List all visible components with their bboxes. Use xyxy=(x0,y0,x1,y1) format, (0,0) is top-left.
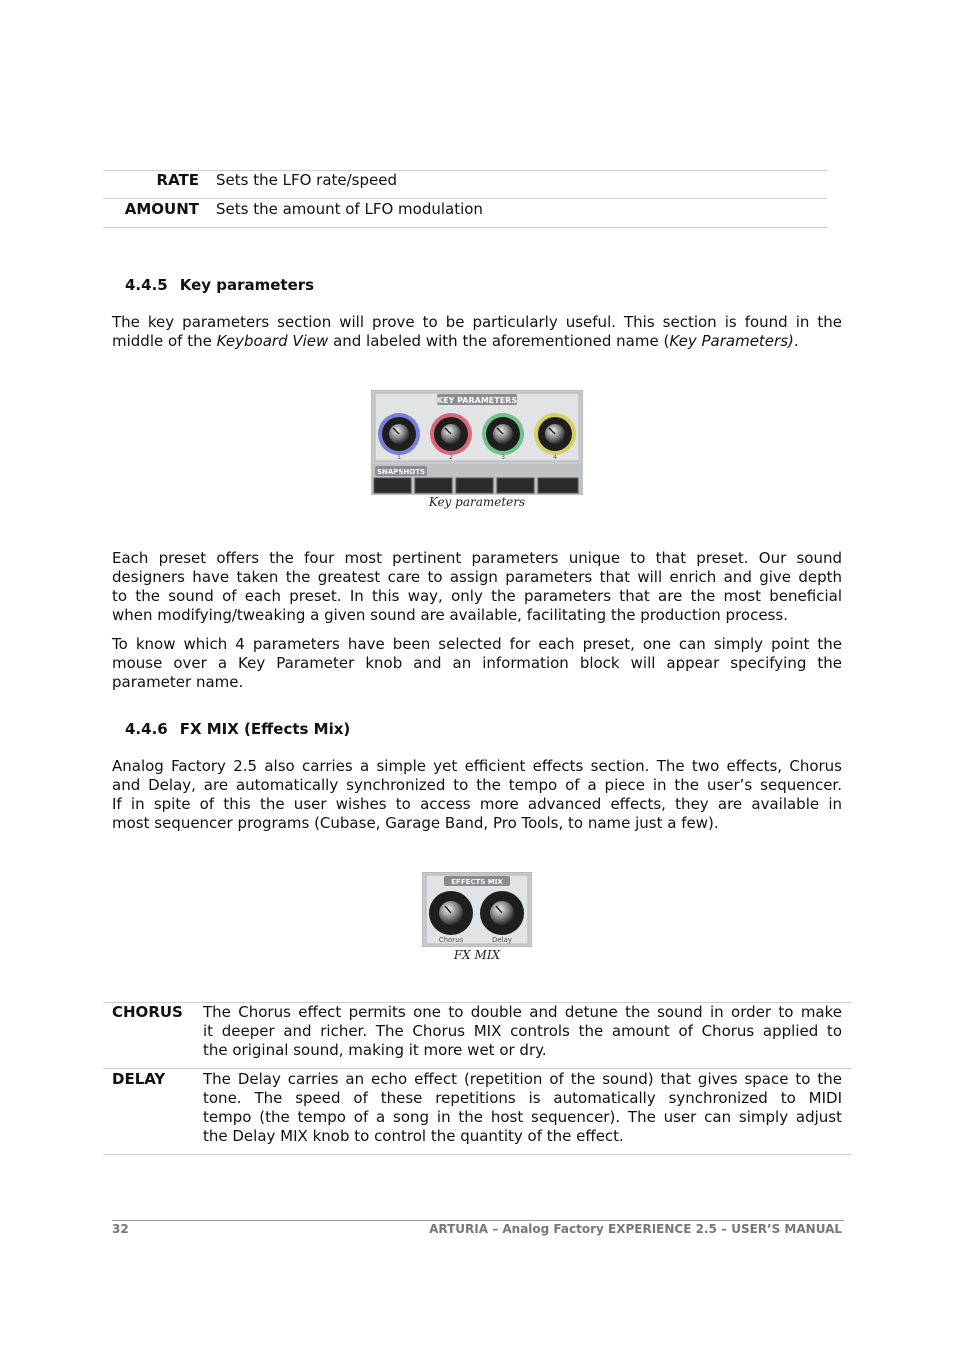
knob-label-3: 3 xyxy=(501,454,505,461)
key-params-paragraph-2: To know which 4 parameters have been selected for each preset, one can simply point the mouse over a Key Parameter knob and an information block will appear specifying the parameter name. xyxy=(112,635,842,691)
knob-label-1: 1 xyxy=(397,454,401,461)
key-parameters-term: Key Parameters) xyxy=(669,332,794,350)
snapshots-label: SNAPSHOTS xyxy=(376,468,426,476)
knob-1 xyxy=(378,413,420,455)
desc-chorus: The Chorus effect permits one to double and detune the sound in order to make it deeper and richer. The Chorus MIX controls the amount of Chorus applied to the original sound, making it more wet or dry. xyxy=(203,1003,842,1059)
delay-knob xyxy=(480,891,524,935)
table-bottom-rule xyxy=(103,227,827,228)
term-chorus: CHORUS xyxy=(112,1003,183,1021)
desc-delay: The Delay carries an echo effect (repetition of the sound) that gives space to the tone. The speed of these repetitions is automatically synchronized to MIDI tempo (the tempo of a song in the host sequencer). The user can simply adjust the Delay MIX knob to control the quantity of the effect. xyxy=(203,1070,842,1145)
footer-rule xyxy=(112,1220,844,1221)
fx-mix-figure xyxy=(422,872,532,947)
fx-table-bottom-rule xyxy=(103,1154,851,1155)
snapshot-slot-2 xyxy=(415,478,452,493)
key-params-paragraph-1: Each preset offers the four most pertinent parameters unique to that preset. Our sound designers have taken the greatest care to assign parameters that will enrich and give depth to the sound of each preset. In this way, only the parameters that are the most beneficial when modifying/tweaking a given sound are available, facilitating the production process. xyxy=(112,549,842,624)
knob-2 xyxy=(430,413,472,455)
key-params-header-label: KEY PARAMETERS xyxy=(436,396,518,405)
snapshot-slot-5 xyxy=(538,478,578,493)
chorus-knob xyxy=(429,891,473,935)
section-title: Key parameters xyxy=(179,276,315,294)
knob-4 xyxy=(534,413,576,455)
delay-knob-label: Delay xyxy=(491,936,513,944)
section-title: FX MIX (Effects Mix) xyxy=(179,720,351,738)
table-top-rule xyxy=(103,170,827,171)
page-number: 32 xyxy=(112,1222,129,1236)
intro-line-1: The key parameters section will prove to be particularly useful. This section is found in the xyxy=(112,313,842,331)
knob-label-4: 4 xyxy=(553,454,557,461)
effects-mix-header-label: EFFECTS MIX xyxy=(451,878,503,886)
term-amount: AMOUNT xyxy=(124,200,199,218)
knob-label-2: 2 xyxy=(449,454,453,461)
knob-3 xyxy=(482,413,524,455)
section-heading-446 xyxy=(125,720,350,738)
key-parameters-figure xyxy=(371,390,583,495)
term-rate: RATE xyxy=(156,171,199,189)
section-number: 4.4.5 xyxy=(125,276,168,294)
key-parameters-caption: Key parameters xyxy=(428,495,526,509)
snapshot-slot-3 xyxy=(456,478,493,493)
snapshot-slot-1 xyxy=(374,478,411,493)
keyboard-view-term: Keyboard View xyxy=(216,332,329,350)
footer-title: ARTURIA – Analog Factory EXPERIENCE 2.5 – USER’S MANUAL xyxy=(429,1222,842,1236)
desc-rate: Sets the LFO rate/speed xyxy=(216,171,397,189)
fx-mix-caption: FX MIX xyxy=(453,948,501,962)
term-delay: DELAY xyxy=(112,1070,166,1088)
fx-table-row-rule xyxy=(103,1068,851,1069)
key-params-intro xyxy=(112,313,842,351)
desc-amount: Sets the amount of LFO modulation xyxy=(216,200,483,218)
intro-line-2: middle of the Keyboard View and labeled with the aforementioned name (Key Parameters). xyxy=(112,332,799,350)
section-number: 4.4.6 xyxy=(125,720,168,738)
table-row-rule xyxy=(103,198,827,199)
fx-mix-paragraph: Analog Factory 2.5 also carries a simple yet efficient effects section. The two effects, Chorus and Delay, are automatically synchronized to the tempo of a piece in the user’s sequencer. If in spite of this the user wishes to access more advanced effects, they are available in most sequencer programs (Cubase, Garage Band, Pro Tools, to name just a few). xyxy=(112,757,842,832)
snapshot-slot-4 xyxy=(497,478,534,493)
section-heading-445 xyxy=(125,276,314,294)
chorus-knob-label: Chorus xyxy=(438,936,464,944)
